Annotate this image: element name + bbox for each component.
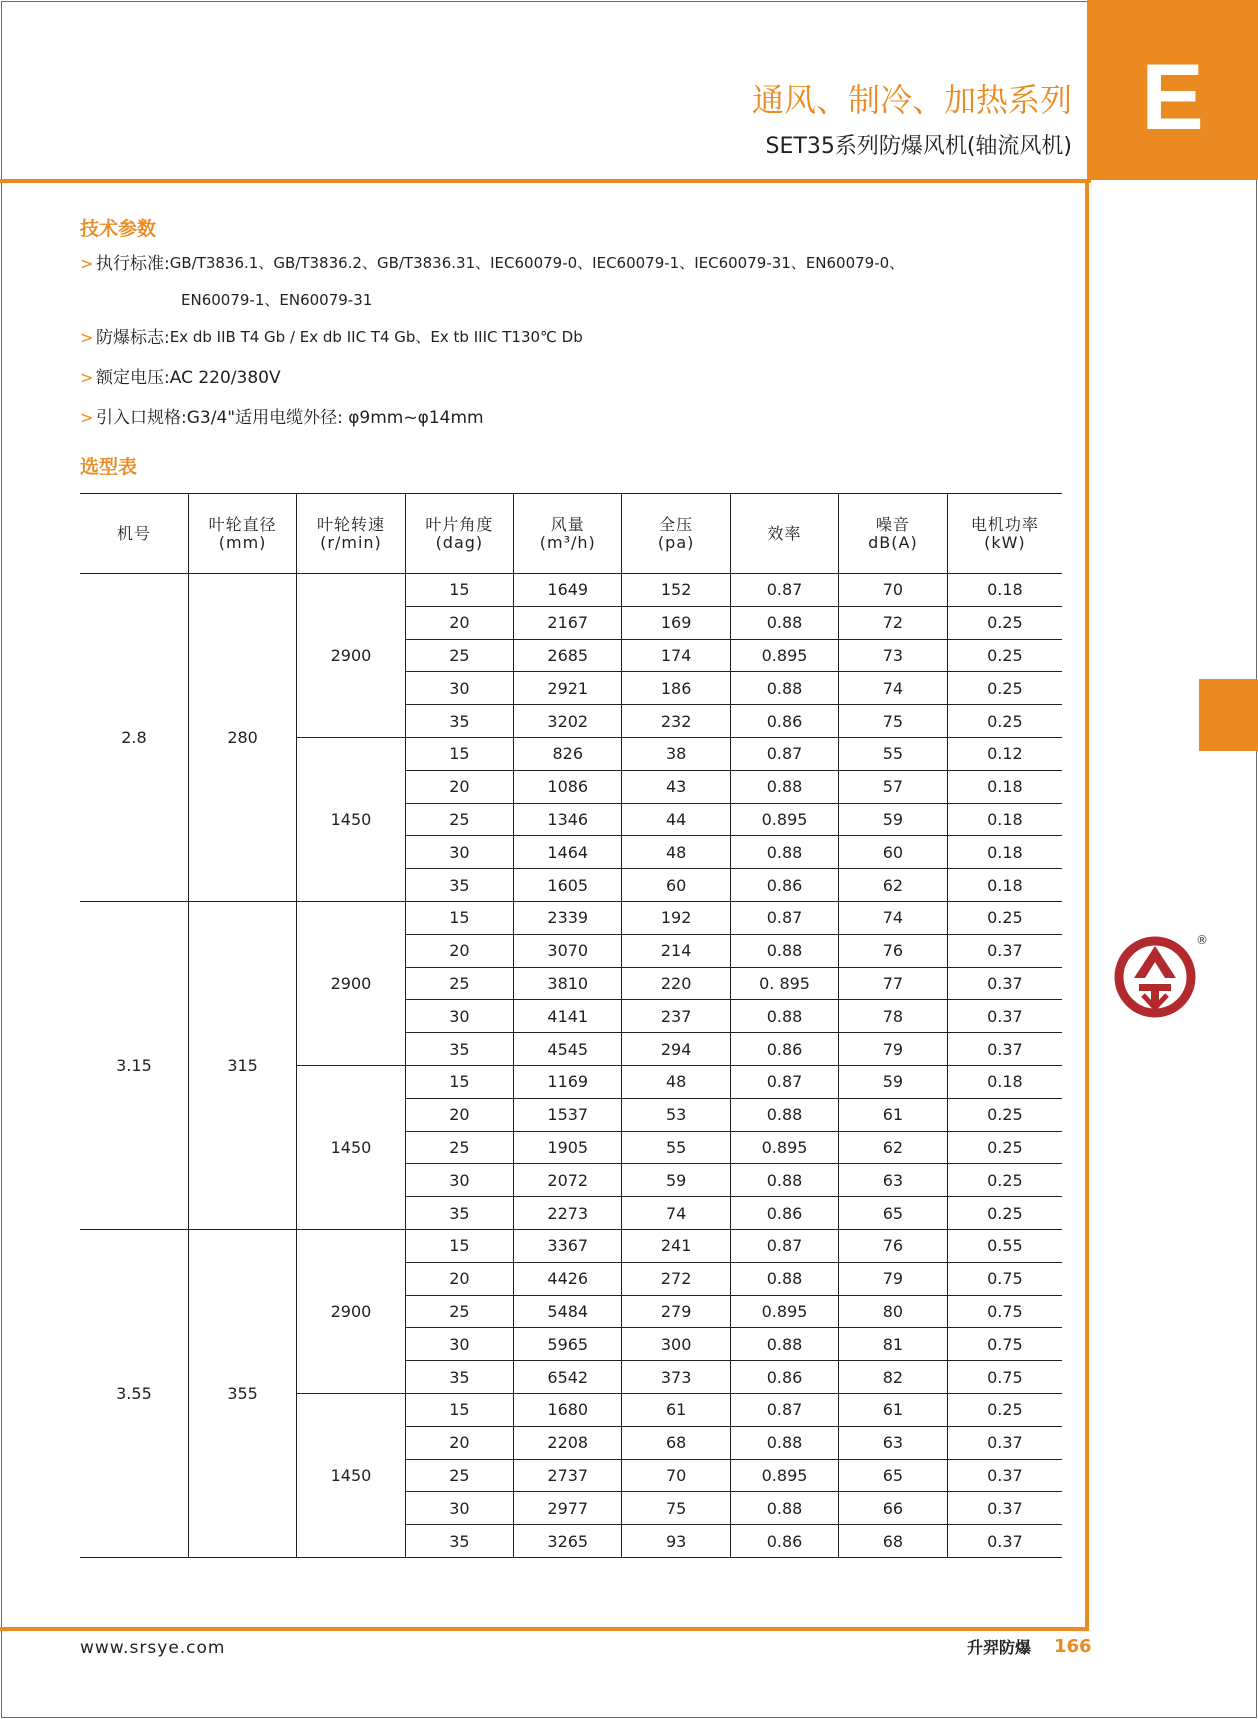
table-cell: 66 bbox=[839, 1492, 947, 1525]
table-cell: 78 bbox=[839, 1000, 947, 1033]
table-cell: 20 bbox=[405, 1262, 513, 1295]
column-header-unit: (mm) bbox=[218, 532, 267, 552]
table-cell: 15 bbox=[405, 574, 513, 607]
spec-label: 额定电压: bbox=[96, 368, 170, 388]
column-header-label: 电机功率 bbox=[970, 514, 1039, 534]
side-tab-marker bbox=[1199, 679, 1258, 751]
table-cell: 0.25 bbox=[947, 901, 1062, 934]
table-cell: 0.25 bbox=[947, 639, 1062, 672]
speed-cell: 1450 bbox=[297, 1393, 405, 1557]
spec-explosion-mark bbox=[80, 330, 583, 347]
table-cell: 35 bbox=[405, 1197, 513, 1230]
table-cell: 0.86 bbox=[730, 1033, 838, 1066]
table-cell: 0.25 bbox=[947, 705, 1062, 738]
table-cell: 44 bbox=[622, 803, 730, 836]
table-cell: 4426 bbox=[514, 1262, 622, 1295]
bullet-arrow-icon: > bbox=[80, 368, 94, 387]
table-cell: 75 bbox=[622, 1492, 730, 1525]
table-cell: 55 bbox=[839, 737, 947, 770]
table-cell: 5484 bbox=[514, 1295, 622, 1328]
table-cell: 30 bbox=[405, 1492, 513, 1525]
table-cell: 43 bbox=[622, 770, 730, 803]
table-cell: 0. 895 bbox=[730, 967, 838, 1000]
table-cell: 1680 bbox=[514, 1393, 622, 1426]
table-cell: 0.895 bbox=[730, 1131, 838, 1164]
table-cell: 1464 bbox=[514, 836, 622, 869]
model-cell: 3.15 bbox=[80, 901, 188, 1229]
table-cell: 294 bbox=[622, 1033, 730, 1066]
column-header-label: 叶片角度 bbox=[425, 514, 494, 534]
speed-cell: 1450 bbox=[297, 1065, 405, 1229]
table-cell: 2737 bbox=[514, 1459, 622, 1492]
table-cell: 0.37 bbox=[947, 1033, 1062, 1066]
column-header bbox=[839, 494, 947, 574]
table-cell: 237 bbox=[622, 1000, 730, 1033]
table-cell: 20 bbox=[405, 1098, 513, 1131]
table-cell: 241 bbox=[622, 1229, 730, 1262]
spec-value-continued: EN60079-1、EN60079-31 bbox=[181, 291, 373, 309]
table-cell: 65 bbox=[839, 1459, 947, 1492]
table-cell: 15 bbox=[405, 1393, 513, 1426]
table-cell: 0.86 bbox=[730, 1361, 838, 1394]
table-cell: 2167 bbox=[514, 606, 622, 639]
table-cell: 0.18 bbox=[947, 1065, 1062, 1098]
bullet-arrow-icon: > bbox=[80, 328, 94, 347]
table-cell: 214 bbox=[622, 934, 730, 967]
series-title: 通风、制冷、加热系列 bbox=[751, 81, 1072, 119]
table-cell: 62 bbox=[839, 1131, 947, 1164]
table-cell: 0.88 bbox=[730, 1262, 838, 1295]
table-cell: 0.88 bbox=[730, 1492, 838, 1525]
table-cell: 0.86 bbox=[730, 1525, 838, 1558]
table-cell: 0.88 bbox=[730, 1426, 838, 1459]
table-cell: 48 bbox=[622, 836, 730, 869]
table-cell: 61 bbox=[839, 1393, 947, 1426]
table-cell: 30 bbox=[405, 1000, 513, 1033]
table-cell: 82 bbox=[839, 1361, 947, 1394]
spec-value: G3/4"适用电缆外径: φ9mm~φ14mm bbox=[186, 408, 484, 428]
speed-cell: 1450 bbox=[297, 737, 405, 901]
table-cell: 35 bbox=[405, 705, 513, 738]
table-cell: 0.18 bbox=[947, 803, 1062, 836]
table-cell: 0.18 bbox=[947, 770, 1062, 803]
table-cell: 25 bbox=[405, 803, 513, 836]
column-header bbox=[514, 494, 622, 574]
table-cell: 61 bbox=[839, 1098, 947, 1131]
table-cell: 15 bbox=[405, 901, 513, 934]
speed-cell: 2900 bbox=[297, 1229, 405, 1393]
table-cell: 30 bbox=[405, 672, 513, 705]
table-cell: 73 bbox=[839, 639, 947, 672]
table-cell: 2072 bbox=[514, 1164, 622, 1197]
table-cell: 4545 bbox=[514, 1033, 622, 1066]
speed-cell: 2900 bbox=[297, 901, 405, 1065]
table-cell: 279 bbox=[622, 1295, 730, 1328]
table-cell: 0.88 bbox=[730, 1164, 838, 1197]
table-cell: 25 bbox=[405, 639, 513, 672]
diameter-cell: 355 bbox=[188, 1229, 296, 1557]
spec-voltage bbox=[80, 370, 281, 387]
table-cell: 192 bbox=[622, 901, 730, 934]
table-cell: 272 bbox=[622, 1262, 730, 1295]
table-cell: 2273 bbox=[514, 1197, 622, 1230]
table-cell: 20 bbox=[405, 770, 513, 803]
table-cell: 6542 bbox=[514, 1361, 622, 1394]
table-cell: 76 bbox=[839, 934, 947, 967]
column-header-label: 叶轮直径 bbox=[208, 514, 277, 534]
table-cell: 80 bbox=[839, 1295, 947, 1328]
table-cell: 152 bbox=[622, 574, 730, 607]
column-header-label: 噪音 bbox=[875, 514, 910, 534]
table-cell: 0.88 bbox=[730, 934, 838, 967]
spec-value: Ex db IIB T4 Gb / Ex db IIC T4 Gb、Ex tb IIIC T130℃ Db bbox=[169, 328, 583, 346]
column-header-label: 风量 bbox=[550, 514, 585, 534]
table-cell: 0.895 bbox=[730, 1459, 838, 1492]
table-cell: 59 bbox=[622, 1164, 730, 1197]
table-cell: 74 bbox=[839, 672, 947, 705]
model-cell: 2.8 bbox=[80, 574, 188, 902]
table-cell: 0.88 bbox=[730, 770, 838, 803]
table-row bbox=[80, 574, 1062, 607]
table-cell: 0.895 bbox=[730, 803, 838, 836]
table-cell: 0.25 bbox=[947, 1131, 1062, 1164]
table-cell: 38 bbox=[622, 737, 730, 770]
table-cell: 74 bbox=[622, 1197, 730, 1230]
column-header-unit: (dag) bbox=[435, 532, 484, 552]
table-cell: 79 bbox=[839, 1262, 947, 1295]
table-cell: 0.55 bbox=[947, 1229, 1062, 1262]
table-cell: 68 bbox=[622, 1426, 730, 1459]
column-header bbox=[947, 494, 1062, 574]
table-cell: 81 bbox=[839, 1328, 947, 1361]
table-cell: 0.75 bbox=[947, 1328, 1062, 1361]
table-cell: 0.87 bbox=[730, 1393, 838, 1426]
table-cell: 169 bbox=[622, 606, 730, 639]
table-cell: 61 bbox=[622, 1393, 730, 1426]
table-cell: 65 bbox=[839, 1197, 947, 1230]
table-cell: 0.86 bbox=[730, 869, 838, 902]
table-cell: 25 bbox=[405, 1295, 513, 1328]
table-cell: 25 bbox=[405, 967, 513, 1000]
column-header bbox=[730, 494, 838, 574]
table-cell: 74 bbox=[839, 901, 947, 934]
table-cell: 0.86 bbox=[730, 1197, 838, 1230]
right-divider bbox=[1085, 179, 1089, 1631]
table-cell: 76 bbox=[839, 1229, 947, 1262]
table-cell: 0.87 bbox=[730, 737, 838, 770]
table-cell: 0.88 bbox=[730, 1328, 838, 1361]
table-cell: 59 bbox=[839, 803, 947, 836]
table-cell: 0.12 bbox=[947, 737, 1062, 770]
table-cell: 0.88 bbox=[730, 836, 838, 869]
table-cell: 70 bbox=[839, 574, 947, 607]
table-cell: 4141 bbox=[514, 1000, 622, 1033]
table-cell: 63 bbox=[839, 1164, 947, 1197]
table-cell: 0.37 bbox=[947, 1426, 1062, 1459]
table-cell: 373 bbox=[622, 1361, 730, 1394]
table-cell: 300 bbox=[622, 1328, 730, 1361]
table-cell: 0.87 bbox=[730, 1229, 838, 1262]
footer-brand: 升羿防爆 bbox=[966, 1638, 1031, 1657]
spec-standard bbox=[80, 256, 904, 273]
table-cell: 70 bbox=[622, 1459, 730, 1492]
selection-table-title: 选型表 bbox=[80, 456, 138, 478]
table-cell: 0.18 bbox=[947, 869, 1062, 902]
table-row bbox=[80, 1229, 1062, 1262]
table-cell: 55 bbox=[622, 1131, 730, 1164]
header-divider bbox=[0, 179, 1091, 183]
table-cell: 0.75 bbox=[947, 1262, 1062, 1295]
table-cell: 30 bbox=[405, 836, 513, 869]
table-cell: 30 bbox=[405, 1328, 513, 1361]
page-number: 166 bbox=[1054, 1636, 1092, 1657]
table-row bbox=[80, 901, 1062, 934]
table-cell: 1537 bbox=[514, 1098, 622, 1131]
table-cell: 62 bbox=[839, 869, 947, 902]
table-cell: 0.75 bbox=[947, 1361, 1062, 1394]
table-cell: 232 bbox=[622, 705, 730, 738]
table-cell: 20 bbox=[405, 934, 513, 967]
table-cell: 2685 bbox=[514, 639, 622, 672]
table-cell: 79 bbox=[839, 1033, 947, 1066]
column-header bbox=[622, 494, 730, 574]
product-title: SET35系列防爆风机(轴流风机) bbox=[765, 134, 1072, 159]
spec-value: GB/T3836.1、GB/T3836.2、GB/T3836.31、IEC60079-0、IEC60079-1、IEC60079-31、EN60079-0、 bbox=[169, 254, 905, 272]
bullet-arrow-icon: > bbox=[80, 254, 94, 273]
speed-cell: 2900 bbox=[297, 574, 405, 738]
table-cell: 0.87 bbox=[730, 901, 838, 934]
table-cell: 0.37 bbox=[947, 967, 1062, 1000]
table-cell: 0.88 bbox=[730, 1098, 838, 1131]
spec-label: 防爆标志: bbox=[96, 328, 170, 348]
table-cell: 0.88 bbox=[730, 672, 838, 705]
table-cell: 0.895 bbox=[730, 1295, 838, 1328]
section-letter: E bbox=[1141, 44, 1204, 149]
table-cell: 0.75 bbox=[947, 1295, 1062, 1328]
table-cell: 15 bbox=[405, 737, 513, 770]
table-cell: 2921 bbox=[514, 672, 622, 705]
footer-divider bbox=[0, 1627, 1089, 1631]
table-cell: 15 bbox=[405, 1065, 513, 1098]
table-cell: 3202 bbox=[514, 705, 622, 738]
table-cell: 30 bbox=[405, 1164, 513, 1197]
table-cell: 0.88 bbox=[730, 1000, 838, 1033]
tech-params-title: 技术参数 bbox=[80, 218, 157, 240]
table-cell: 220 bbox=[622, 967, 730, 1000]
table-cell: 35 bbox=[405, 1525, 513, 1558]
table-cell: 0.25 bbox=[947, 1164, 1062, 1197]
column-header-label: 叶轮转速 bbox=[316, 514, 385, 534]
table-cell: 59 bbox=[839, 1065, 947, 1098]
bullet-arrow-icon: > bbox=[80, 408, 94, 427]
selection-table bbox=[80, 493, 1062, 1558]
table-cell: 174 bbox=[622, 639, 730, 672]
table-cell: 2339 bbox=[514, 901, 622, 934]
table-cell: 0.25 bbox=[947, 1393, 1062, 1426]
table-cell: 0.25 bbox=[947, 1098, 1062, 1131]
table-cell: 0.18 bbox=[947, 836, 1062, 869]
table-body bbox=[80, 574, 1062, 1558]
table-cell: 15 bbox=[405, 1229, 513, 1262]
table-cell: 0.37 bbox=[947, 1492, 1062, 1525]
table-cell: 5965 bbox=[514, 1328, 622, 1361]
table-cell: 20 bbox=[405, 1426, 513, 1459]
registered-mark: ® bbox=[1196, 933, 1208, 947]
table-cell: 0.25 bbox=[947, 1197, 1062, 1230]
table-cell: 53 bbox=[622, 1098, 730, 1131]
table-cell: 60 bbox=[839, 836, 947, 869]
table-cell: 0.37 bbox=[947, 1525, 1062, 1558]
table-cell: 35 bbox=[405, 1033, 513, 1066]
section-tab bbox=[1087, 0, 1258, 180]
table-cell: 0.37 bbox=[947, 934, 1062, 967]
column-header bbox=[405, 494, 513, 574]
table-cell: 0.88 bbox=[730, 606, 838, 639]
table-cell: 0.87 bbox=[730, 1065, 838, 1098]
spec-cable-entry bbox=[80, 410, 484, 427]
column-header-label: 效率 bbox=[767, 523, 802, 543]
table-cell: 93 bbox=[622, 1525, 730, 1558]
table-cell: 0.895 bbox=[730, 639, 838, 672]
table-cell: 48 bbox=[622, 1065, 730, 1098]
table-cell: 57 bbox=[839, 770, 947, 803]
table-cell: 0.18 bbox=[947, 574, 1062, 607]
brand-logo-icon bbox=[1112, 934, 1198, 1020]
column-header-unit: (pa) bbox=[657, 532, 695, 552]
table-cell: 0.37 bbox=[947, 1459, 1062, 1492]
table-cell: 3070 bbox=[514, 934, 622, 967]
spec-label: 引入口规格: bbox=[96, 408, 187, 428]
table-cell: 1649 bbox=[514, 574, 622, 607]
column-header bbox=[297, 494, 405, 574]
table-cell: 20 bbox=[405, 606, 513, 639]
column-header-label: 全压 bbox=[659, 514, 694, 534]
table-cell: 68 bbox=[839, 1525, 947, 1558]
table-cell: 60 bbox=[622, 869, 730, 902]
table-cell: 0.86 bbox=[730, 705, 838, 738]
table-cell: 77 bbox=[839, 967, 947, 1000]
column-header-unit: (r/min) bbox=[320, 532, 382, 552]
table-cell: 1605 bbox=[514, 869, 622, 902]
column-header-unit: dB(A) bbox=[868, 532, 918, 552]
spec-value: AC 220/380V bbox=[169, 368, 281, 388]
diameter-cell: 280 bbox=[188, 574, 296, 902]
spec-label: 执行标准: bbox=[96, 254, 170, 274]
table-cell: 1086 bbox=[514, 770, 622, 803]
table-cell: 72 bbox=[839, 606, 947, 639]
table-cell: 25 bbox=[405, 1131, 513, 1164]
table-cell: 2208 bbox=[514, 1426, 622, 1459]
table-cell: 1346 bbox=[514, 803, 622, 836]
table-cell: 826 bbox=[514, 737, 622, 770]
table-cell: 63 bbox=[839, 1426, 947, 1459]
table-cell: 3265 bbox=[514, 1525, 622, 1558]
table-cell: 0.37 bbox=[947, 1000, 1062, 1033]
model-cell: 3.55 bbox=[80, 1229, 188, 1557]
table-cell: 1169 bbox=[514, 1065, 622, 1098]
table-cell: 1905 bbox=[514, 1131, 622, 1164]
table-cell: 75 bbox=[839, 705, 947, 738]
footer-website: www.srsye.com bbox=[80, 1638, 226, 1658]
column-header-label: 机号 bbox=[116, 523, 151, 543]
table-cell: 0.87 bbox=[730, 574, 838, 607]
table-cell: 0.25 bbox=[947, 606, 1062, 639]
table-cell: 3810 bbox=[514, 967, 622, 1000]
table-cell: 3367 bbox=[514, 1229, 622, 1262]
table-cell: 25 bbox=[405, 1459, 513, 1492]
column-header-unit: (m³/h) bbox=[539, 532, 596, 552]
column-header bbox=[188, 494, 296, 574]
column-header bbox=[80, 494, 188, 574]
table-cell: 35 bbox=[405, 1361, 513, 1394]
table-cell: 2977 bbox=[514, 1492, 622, 1525]
table-cell: 186 bbox=[622, 672, 730, 705]
table-header-row bbox=[80, 494, 1062, 574]
column-header-unit: (kW) bbox=[984, 532, 1026, 552]
diameter-cell: 315 bbox=[188, 901, 296, 1229]
table-cell: 35 bbox=[405, 869, 513, 902]
table-cell: 0.25 bbox=[947, 672, 1062, 705]
